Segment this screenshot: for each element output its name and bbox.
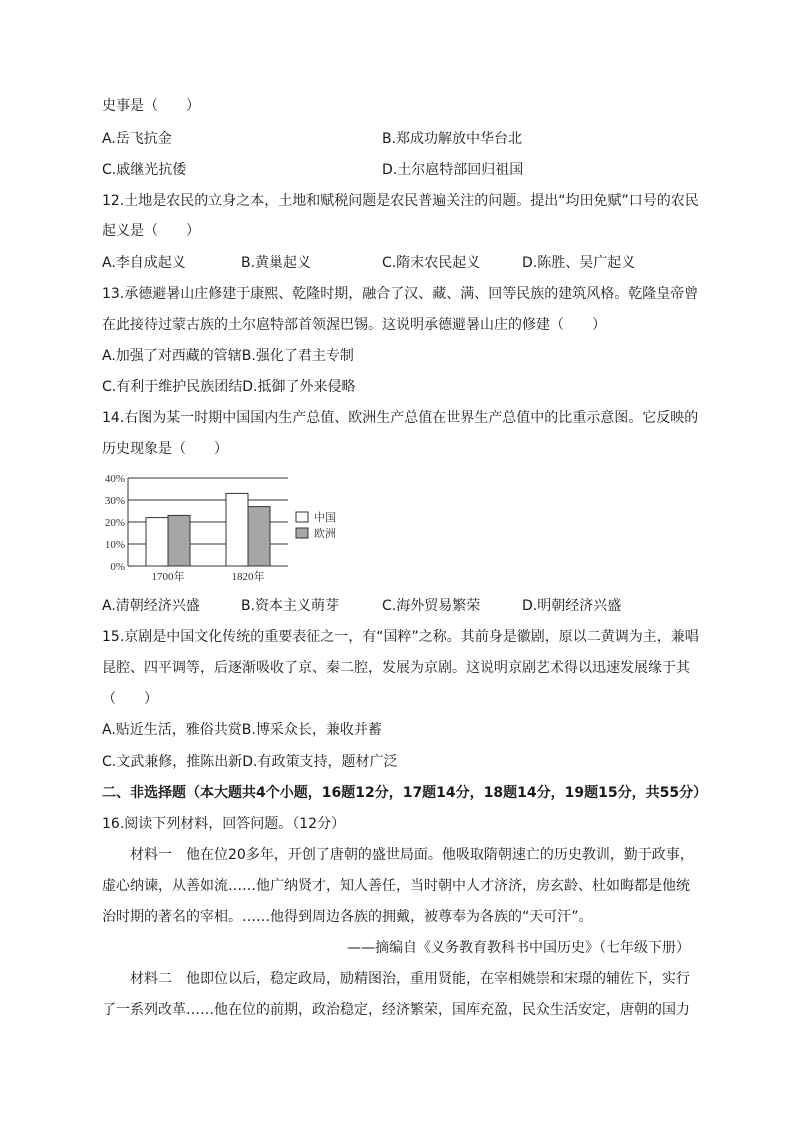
q14-option-d: D.明朝经济兴盛 [522,598,622,614]
q16-material1-line2: 虚心纳谏，从善如流……他广纳贤才，知人善任，当时朝中人才济济，房玄龄、杜如晦都是他统 [102,878,690,894]
q15-options-cd: C.文武兼修，推陈出新D.有政策支持，题材广泛 [102,754,398,770]
section-heading: 二、非选择题（本大题共4个小题，16题12分，17题14分，18题14分，19题15分，共55分） [102,785,708,801]
bar-中国 [226,493,248,566]
q13-stem-line1: 13.承德避暑山庄修建于康熙、乾隆时期，融合了汉、藏、满、回等民族的建筑风格。乾隆皇帝曾 [102,286,699,302]
y-tick-label: 30% [104,495,125,507]
q12-option-c: C.隋末农民起义 [382,255,481,271]
bar-欧洲 [248,507,270,566]
q14-option-a: A.清朝经济兴盛 [102,598,200,614]
q15-stem-line1: 15.京剧是中国文化传统的重要表征之一，有“国粹”之称。其前身是徽剧，原以二黄调为主，兼唱 [102,629,699,645]
q16-material2-line1: 材料二 他即位以后，稳定政局，励精图治，重用贤能，在宰相姚崇和宋璟的辅佐下，实行 [130,971,690,987]
q14-stem-line1: 14.右图为某一时期中国国内生产总值、欧洲生产总值在世界生产总值中的比重示意图。它反映的 [102,410,699,426]
q15-stem-line2: 昆腔、四平调等，后逐渐吸收了京、秦二腔，发展为京剧。这说明京剧艺术得以迅速发展缘于其 [102,660,690,676]
y-tick-label: 10% [104,539,125,551]
bar-欧洲 [168,515,190,566]
x-tick-label: 1700年 [151,571,185,583]
q11-option-c: C.戚继光抗倭 [102,162,187,178]
q12-stem-line2: 起义是（ ） [102,223,200,239]
q16-material2-line2: 了一系列改革……他在位的前期，政治稳定，经济繁荣，国库充盈，民众生活安定，唐朝的国力 [102,1002,690,1018]
y-tick-label: 0% [110,561,125,573]
q13-options-ab: A.加强了对西藏的管辖B.强化了君主专制 [102,348,354,364]
q14-option-b: B.资本主义萌芽 [241,598,340,614]
q15-options-ab: A.贴近生活，雅俗共赏B.博采众长，兼收并蓄 [102,722,382,738]
x-tick-label: 1820年 [231,571,265,583]
q13-stem-line2: 在此接待过蒙古族的土尔扈特部首领渥巴锡。这说明承德避暑山庄的修建（ ） [102,317,606,333]
q16-material1-line3: 治时期的著名的宰相。……他得到周边各族的拥戴，被尊奉为各族的“天可汗”。 [102,909,593,925]
gdp-share-bar-chart [96,466,376,586]
q11-option-a: A.岳飞抗金 [102,131,172,147]
bar-中国 [146,518,168,566]
q14-option-c: C.海外贸易繁荣 [382,598,481,614]
q13-options-cd: C.有利于维护民族团结D.抵御了外来侵略 [102,379,356,395]
y-tick-label: 40% [104,473,125,485]
q11-stem-tail: 史事是（ ） [102,98,200,114]
q12-option-b: B.黄巢起义 [241,255,312,271]
q16-material1-line1: 材料一 他在位20多年，开创了唐朝的盛世局面。他吸取隋朝速亡的历史教训，勤于政事， [130,847,694,863]
legend-label: 中国 [314,512,336,524]
q11-option-d: D.土尔扈特部回归祖国 [382,162,524,178]
legend-swatch [296,528,308,538]
q12-stem-line1: 12.土地是农民的立身之本，土地和赋税问题是农民普遍关注的问题。提出“均田免赋”口号的农民 [102,193,699,209]
legend-label: 欧洲 [314,528,336,540]
q15-stem-line3: （ ） [102,691,158,707]
legend-swatch [296,512,308,522]
q14-stem-line2: 历史现象是（ ） [102,441,228,457]
q11-option-b: B.郑成功解放中华台北 [382,131,523,147]
q12-option-a: A.李自成起义 [102,255,186,271]
q12-option-d: D.陈胜、吴广起义 [522,255,636,271]
y-tick-label: 20% [104,517,125,529]
q16-material1-source: ——摘编自《义务教育教科书中国历史》（七年级下册） [347,940,690,956]
q16-intro: 16.阅读下列材料，回答问题。（12分） [102,816,346,832]
